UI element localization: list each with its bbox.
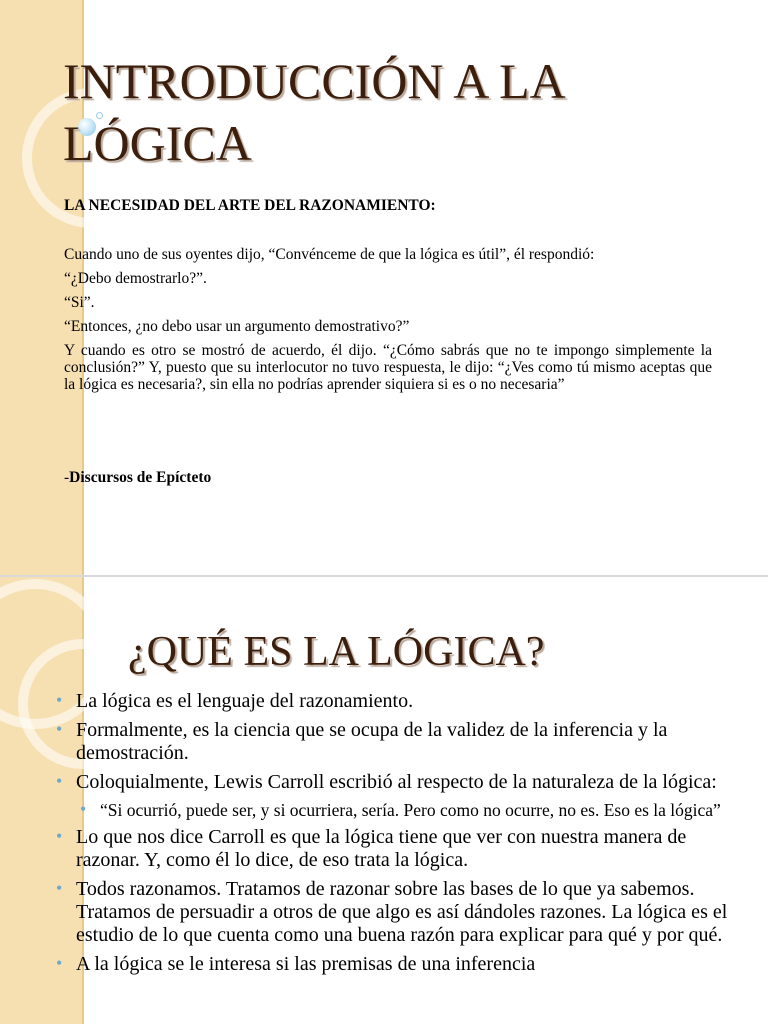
quote-paragraph: “¿Debo demostrarlo?”.: [64, 270, 207, 287]
list-item-text: Formalmente, es la ciencia que se ocupa de la validez de la inferencia y la demostración.: [76, 719, 668, 764]
slide-2: [0, 577, 768, 1024]
quote-paragraph: Cuando uno de sus oyentes dijo, “Convénceme de que la lógica es útil”, él respondió:: [64, 246, 595, 263]
slide-title: INTRODUCCIÓN A LA LÓGICA: [63, 53, 564, 171]
quote-paragraph: “Si”.: [64, 294, 95, 311]
quote-paragraph: “Entonces, ¿no debo usar un argumento demostrativo?”: [64, 318, 410, 335]
bullet-icon: •: [56, 690, 63, 710]
list-item: [50, 771, 730, 794]
list-item-text: “Si ocurrió, puede ser, y si ocurriera, sería. Pero como no ocurre, no es. Eso es la lógica”: [100, 800, 721, 820]
quote-source: [64, 469, 211, 487]
list-item-text: Coloquialmente, Lewis Carroll escribió al respecto de la naturaleza de la lógica:: [76, 771, 717, 793]
quote-paragraph: Y cuando es otro se mostró de acuerdo, él dijo. “¿Cómo sabrás que no te impongo simplemente la conclusión?” Y, puesto que su interlocutor no tuvo respuesta, le dijo: “¿Ves como tú mismo aceptas que la lógica es necesaria?, sin ella no podrías aprender siquiera si es o no necesaria”: [64, 342, 712, 393]
slide-subtitle: LA NECESIDAD DEL ARTE DEL RAZONAMIENTO:: [64, 197, 436, 214]
bullet-list: [50, 690, 730, 982]
source-dash: -: [64, 469, 70, 486]
list-subitem: [50, 800, 730, 821]
bullet-icon: •: [80, 799, 87, 819]
list-item: [50, 690, 730, 713]
bullet-icon: •: [56, 771, 63, 791]
list-item-text: A la lógica se le interesa si las premisas de una inferencia: [76, 953, 536, 975]
list-item: [50, 878, 730, 947]
bullet-icon: •: [56, 719, 63, 739]
slide-title: ¿QUÉ ES LA LÓGICA?: [128, 629, 545, 675]
source-text: Discursos de Epícteto: [69, 469, 212, 486]
list-item-text: Lo que nos dice Carroll es que la lógica tiene que ver con nuestra manera de razonar. Y, como él lo dice, de eso trata la lógica.: [76, 826, 687, 871]
list-item: [50, 719, 730, 765]
list-item-text: Todos razonamos. Tratamos de razonar sobre las bases de lo que ya sabemos. Tratamos de persuadir a otros de que algo es así dándoles razones. La lógica es el estudio de lo que cuenta como una buena razón para explicar para qué y por qué.: [76, 878, 728, 946]
list-item: [50, 826, 730, 872]
bullet-icon: •: [56, 878, 63, 898]
bullet-icon: •: [56, 826, 63, 846]
list-item-text: La lógica es el lenguaje del razonamiento.: [76, 690, 414, 712]
quote-body: [64, 246, 712, 400]
list-item: [50, 953, 730, 976]
bullet-icon: •: [56, 953, 63, 973]
